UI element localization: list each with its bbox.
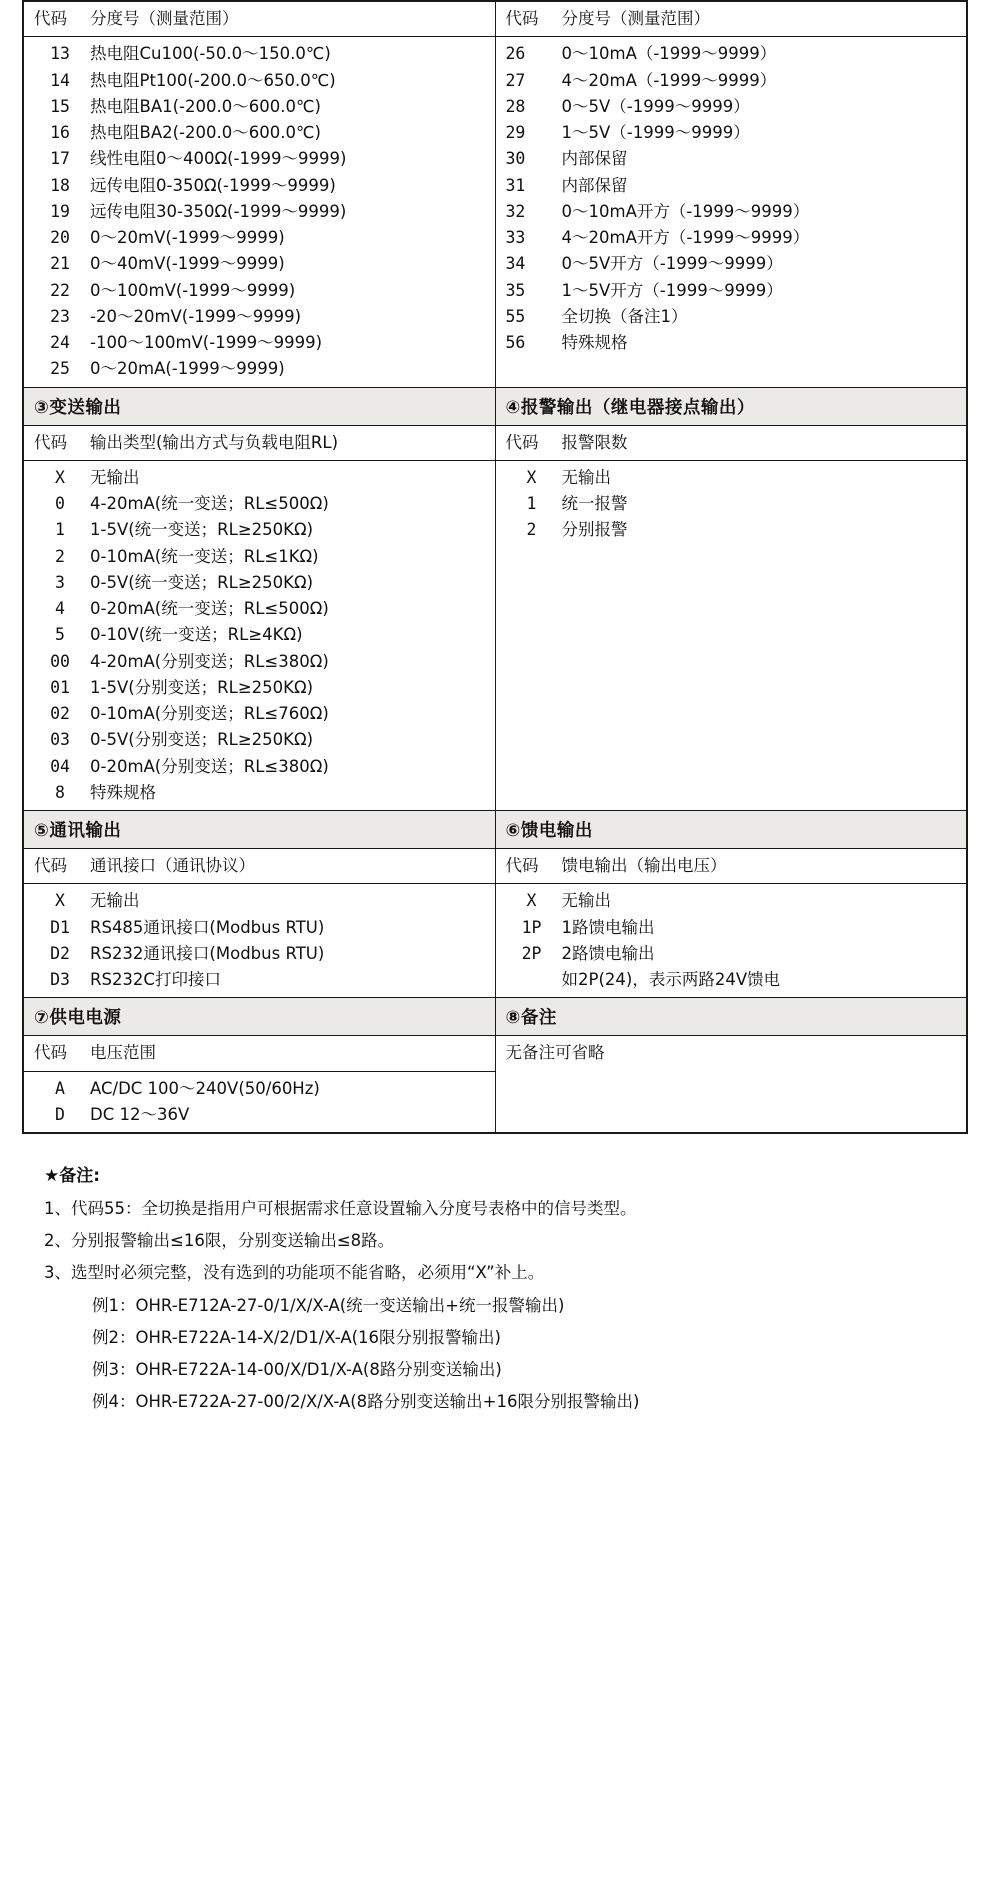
table-row: [32, 491, 489, 517]
row-code: 14: [50, 70, 70, 90]
table-row: [32, 754, 489, 780]
row-desc: -100～100mV(-1999～9999): [90, 333, 323, 352]
table-row: [32, 622, 489, 648]
col-header-code: 代码: [34, 1043, 67, 1063]
table-row: [32, 304, 489, 330]
row-desc: 1路馈电输出: [561, 917, 655, 937]
section7-band-left: ⑦供电电源: [34, 1008, 122, 1029]
col-header-code: 代码: [505, 9, 539, 28]
table-row: [504, 225, 961, 251]
table-row: [32, 570, 489, 596]
row-code: 56: [505, 333, 526, 352]
row-code: 02: [50, 704, 70, 723]
table-row: [32, 727, 489, 753]
row-desc: 远传电阻0-350Ω(-1999～9999): [90, 175, 336, 195]
row-code: 22: [50, 280, 70, 300]
table-row: [504, 68, 961, 94]
row-desc: 4-20mA(统一变送；RL≤500Ω): [90, 494, 329, 513]
row-desc: 热电阻BA2(-200.0～600.0℃): [90, 123, 321, 142]
row-desc: -20～20mV(-1999～9999): [90, 306, 302, 326]
section2-body-row: [23, 37, 967, 387]
row-desc: 特殊规格: [90, 782, 156, 802]
col-header-code: 代码: [34, 9, 67, 28]
row-desc: 1-5V(统一变送；RL≥250KΩ): [90, 520, 314, 540]
row-code: [504, 967, 560, 993]
row-code: 28: [505, 96, 526, 116]
row-code: X: [526, 467, 537, 487]
col-header-desc: 电压范围: [90, 1043, 156, 1063]
row-desc: 0～40mV(-1999～9999): [90, 254, 285, 274]
table-row: [504, 330, 961, 356]
section5-left-body-cell: [23, 884, 495, 998]
table-row: [32, 465, 489, 491]
section5-band-left: ⑤通讯输出: [34, 821, 122, 841]
table-row: [32, 967, 489, 993]
table-row: [504, 888, 961, 914]
section3-band-row: [23, 387, 967, 425]
row-code: 25: [50, 359, 70, 379]
table-row: [32, 68, 489, 94]
section7-left-list: [32, 1076, 489, 1129]
col-header-desc: 输出类型(输出方式与负载电阻RL): [90, 432, 339, 452]
row-desc: 热电阻Cu100(-50.0～150.0℃): [90, 44, 331, 64]
row-code: 24: [50, 333, 70, 352]
section5-left-list: [32, 888, 489, 993]
row-desc: 无输出: [90, 891, 140, 911]
col-header-code: 代码: [505, 432, 539, 452]
row-desc: 全切换（备注1）: [561, 306, 688, 326]
row-desc: RS232通讯接口(Modbus RTU): [90, 943, 325, 963]
row-desc: 0～10mA开方（-1999～9999）: [561, 201, 810, 221]
notes-section: [22, 1160, 968, 1428]
section2-right-list: [504, 41, 961, 356]
row-code: 33: [505, 228, 526, 247]
note-item: 3、选型时必须完整，没有选到的功能项不能省略，必须用“X”补上。: [44, 1263, 545, 1283]
specification-table: [22, 0, 968, 1134]
section3-left-body-cell: [23, 460, 495, 810]
row-code: 23: [50, 306, 70, 326]
note-example: 例1：OHR-E712A-27-0/1/X/X-A(统一变送输出+统一报警输出): [92, 1295, 565, 1315]
row-code: 2: [55, 546, 65, 566]
col-header-desc: 报警限数: [561, 432, 628, 452]
row-code: 4: [55, 599, 65, 618]
section4-right-list: [504, 465, 961, 544]
row-desc: 无输出: [561, 467, 611, 487]
table-row: [32, 1076, 489, 1102]
row-desc: 热电阻BA1(-200.0～600.0℃): [90, 96, 321, 116]
table-row: [504, 915, 961, 941]
row-desc: 0～10mA（-1999～9999）: [561, 44, 777, 64]
row-code: A: [55, 1078, 65, 1098]
table-row: [504, 491, 961, 517]
col-header-code: 代码: [34, 432, 67, 452]
table-row: [32, 225, 489, 251]
row-code: 32: [505, 201, 526, 221]
row-code: 3: [55, 572, 65, 592]
section6-band-right: ⑥馈电输出: [505, 821, 593, 841]
section7-header-row: [23, 1036, 967, 1071]
section5-band-row: [23, 811, 967, 849]
table-row: [32, 915, 489, 941]
section4-band-right-cell: [495, 387, 967, 425]
section8-note-text: 无备注可省略: [505, 1043, 605, 1063]
table-row: [32, 675, 489, 701]
row-desc: 统一报警: [561, 494, 628, 513]
section6-right-header-cell: [495, 849, 967, 884]
table-row: [504, 146, 961, 172]
section6-band-right-cell: [495, 811, 967, 849]
row-desc: 0-20mA(统一变送；RL≤500Ω): [90, 599, 329, 618]
row-desc: 0-10V(统一变送；RL≥4KΩ): [90, 625, 303, 645]
table-row: [32, 544, 489, 570]
row-desc: 0-5V(分别变送；RL≥250KΩ): [90, 730, 314, 750]
section3-left-header-cell: [23, 425, 495, 460]
row-desc: 线性电阻0～400Ω(-1999～9999): [90, 149, 347, 169]
row-desc: 0～5V开方（-1999～9999）: [561, 254, 783, 274]
row-desc: RS485通讯接口(Modbus RTU): [90, 917, 325, 937]
table-row: [32, 941, 489, 967]
section2-right-header: [496, 2, 967, 36]
note-example: 例3：OHR-E722A-14-00/X/D1/X-A(8路分别变送输出): [92, 1360, 502, 1379]
row-code: 00: [50, 651, 70, 671]
table-row: [32, 251, 489, 277]
row-desc: AC/DC 100～240V(50/60Hz): [90, 1078, 320, 1098]
row-code: 26: [505, 44, 526, 64]
table-row: [32, 780, 489, 806]
table-row: [32, 41, 489, 67]
section2-left-header-cell: [23, 1, 495, 37]
row-code: 01: [50, 677, 70, 697]
section5-left-header-cell: [23, 849, 495, 884]
row-code: D2: [50, 943, 70, 963]
note-example: 例2：OHR-E722A-14-X/2/D1/X-A(16限分别报警输出): [92, 1327, 501, 1347]
row-desc: RS232C打印接口: [90, 970, 221, 989]
row-code: 0: [55, 494, 65, 513]
col-header-code: 代码: [505, 856, 539, 875]
row-code: 17: [50, 149, 70, 169]
row-desc: 内部保留: [561, 175, 628, 195]
col-header-desc: 分度号（测量范围）: [90, 9, 239, 28]
row-code: 1: [526, 494, 537, 513]
table-row: [32, 146, 489, 172]
row-code: D3: [50, 970, 70, 989]
row-desc: 2路馈电输出: [561, 943, 655, 963]
section7-left-header-cell: [23, 1036, 495, 1071]
row-code: 2P: [521, 943, 542, 963]
row-code: 30: [505, 149, 526, 169]
section8-right-body-cell: [495, 1036, 967, 1133]
row-desc: 热电阻Pt100(-200.0～650.0℃): [90, 70, 336, 90]
col-header-desc: 馈电输出（输出电压）: [561, 856, 727, 875]
row-code: 20: [50, 228, 70, 247]
section7-left-body-cell: [23, 1071, 495, 1133]
row-desc: 0-20mA(分别变送；RL≤380Ω): [90, 756, 329, 776]
row-code: 2: [526, 520, 537, 540]
section3-header-row: [23, 425, 967, 460]
section6-right-body-cell: [495, 884, 967, 998]
row-code: 13: [50, 44, 70, 64]
section7-band-row: [23, 998, 967, 1036]
row-desc: 分别报警: [561, 520, 628, 540]
table-row: [32, 701, 489, 727]
row-code: X: [55, 891, 65, 911]
notes-title: ★备注:: [44, 1166, 101, 1186]
row-code: 15: [50, 96, 70, 116]
row-desc: 如2P(24)，表示两路24V馈电: [561, 970, 781, 989]
section7-band-left-cell: [23, 998, 495, 1036]
row-code: 1: [55, 520, 65, 540]
section2-right-body-cell: [495, 37, 967, 387]
table-row: [504, 304, 961, 330]
section2-left-header: [24, 2, 495, 36]
col-header-desc: 通讯接口（通讯协议）: [90, 856, 255, 875]
section3-band-left-cell: [23, 387, 495, 425]
row-code: 8: [55, 782, 65, 802]
row-code: 27: [505, 70, 526, 90]
table-row: [32, 1102, 489, 1128]
table-row: [32, 199, 489, 225]
section5-band-left-cell: [23, 811, 495, 849]
row-code: X: [55, 467, 65, 487]
row-code: 04: [50, 756, 70, 776]
col-header-code: 代码: [34, 856, 67, 875]
table-row: [32, 517, 489, 543]
row-desc: 0-10mA(分别变送；RL≤760Ω): [90, 704, 329, 723]
table-row: [504, 251, 961, 277]
table-row: [504, 94, 961, 120]
row-desc: 1-5V(分别变送；RL≥250KΩ): [90, 677, 314, 697]
table-row: [32, 330, 489, 356]
table-row: [32, 649, 489, 675]
table-row: [32, 120, 489, 146]
row-desc: 无输出: [90, 467, 140, 487]
section4-band-right: ④报警输出（继电器接点输出）: [505, 397, 755, 418]
row-code: 35: [505, 280, 526, 300]
section2-right-header-cell: [495, 1, 967, 37]
table-row: [504, 465, 961, 491]
row-desc: 4-20mA(分别变送；RL≤380Ω): [90, 651, 329, 671]
row-code: 5: [55, 625, 65, 645]
row-code: 34: [505, 254, 526, 274]
section4-right-body-cell: [495, 460, 967, 810]
row-code: 29: [505, 123, 526, 142]
section2-left-body-cell: [23, 37, 495, 387]
table-row: [504, 278, 961, 304]
row-desc: 内部保留: [561, 149, 628, 169]
row-code: 03: [50, 730, 70, 750]
row-code: D: [55, 1104, 65, 1124]
row-desc: 0～5V（-1999～9999）: [561, 96, 750, 116]
row-code: 19: [50, 201, 70, 221]
section2-left-list: [32, 41, 489, 382]
row-desc: 0～20mV(-1999～9999): [90, 228, 285, 247]
row-desc: 4～20mA开方（-1999～9999）: [561, 228, 810, 247]
table-row: [32, 356, 489, 382]
note-item: 2、分别报警输出≤16限，分别变送输出≤8路。: [44, 1231, 395, 1251]
table-row: [32, 888, 489, 914]
col-header-desc: 分度号（测量范围）: [561, 9, 710, 28]
section4-right-header-cell: [495, 425, 967, 460]
table-row: [504, 517, 961, 543]
table-row: [504, 199, 961, 225]
table-row: [504, 967, 961, 993]
row-desc: 0-10mA(统一变送；RL≤1KΩ): [90, 546, 319, 566]
table-row: [504, 941, 961, 967]
row-code: 21: [50, 254, 70, 274]
section8-band-right-cell: [495, 998, 967, 1036]
row-desc: 1～5V开方（-1999～9999）: [561, 280, 783, 300]
section3-band-left: ③变送输出: [34, 397, 122, 418]
row-desc: 4～20mA（-1999～9999）: [561, 70, 777, 90]
row-desc: 0～20mA(-1999～9999): [90, 359, 285, 379]
table-row: [32, 94, 489, 120]
note-example: 例4：OHR-E722A-27-00/2/X/X-A(8路分别变送输出+16限分别报警输出): [92, 1392, 640, 1412]
table-row: [504, 173, 961, 199]
table-row: [32, 173, 489, 199]
row-desc: 无输出: [561, 891, 611, 911]
table-row: [504, 120, 961, 146]
row-code: 55: [505, 306, 526, 326]
table-row: [32, 596, 489, 622]
row-desc: 0～100mV(-1999～9999): [90, 280, 296, 300]
section5-header-row: [23, 849, 967, 884]
row-code: D1: [50, 917, 70, 937]
row-desc: 0-5V(统一变送；RL≥250KΩ): [90, 572, 314, 592]
table-row: [504, 41, 961, 67]
row-code: X: [526, 891, 537, 911]
row-code: 31: [505, 175, 526, 195]
section3-body-row: [23, 460, 967, 810]
row-code: 1P: [521, 917, 542, 937]
section5-body-row: [23, 884, 967, 998]
row-desc: 远传电阻30-350Ω(-1999～9999): [90, 201, 347, 221]
row-code: 18: [50, 175, 70, 195]
row-desc: DC 12～36V: [90, 1104, 190, 1124]
section2-header-row: [23, 1, 967, 37]
note-item: 1、代码55：全切换是指用户可根据需求任意设置输入分度号表格中的信号类型。: [44, 1199, 637, 1219]
section8-band-right: ⑧备注: [505, 1008, 557, 1029]
table-row: [32, 278, 489, 304]
row-desc: 特殊规格: [561, 333, 628, 352]
row-code: 16: [50, 123, 70, 142]
section6-right-list: [504, 888, 961, 993]
section3-left-list: [32, 465, 489, 806]
row-desc: 1～5V（-1999～9999）: [561, 123, 750, 142]
